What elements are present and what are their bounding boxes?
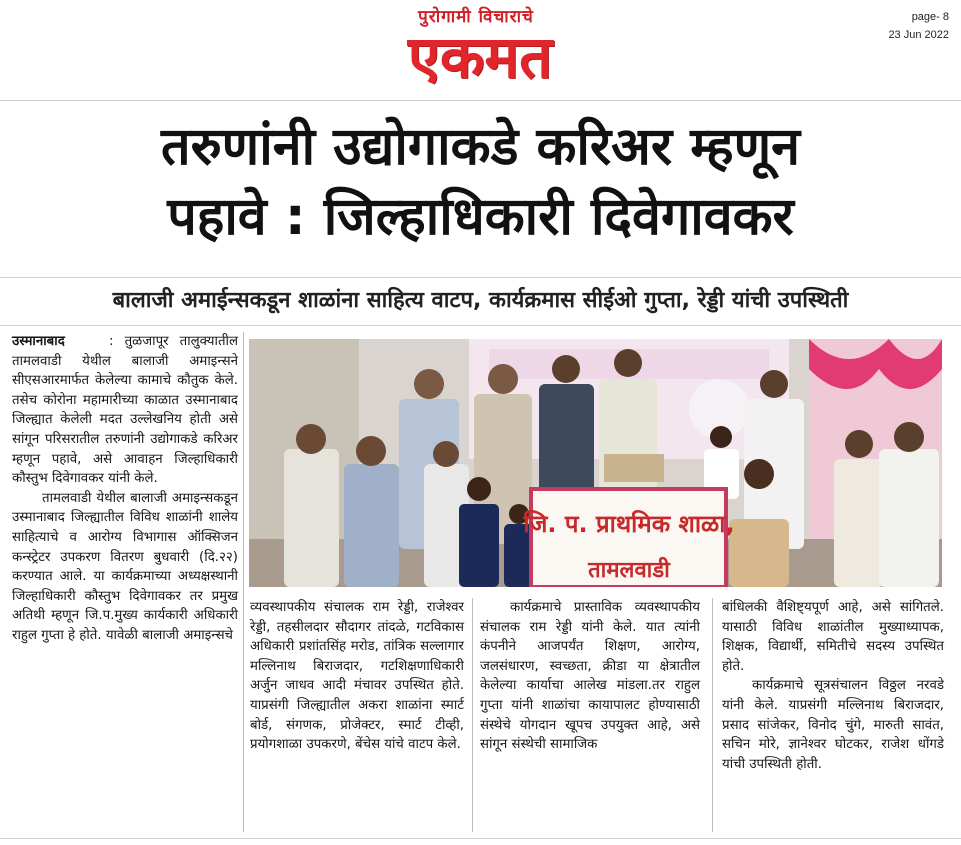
column-divider — [243, 332, 244, 832]
column-divider — [472, 598, 473, 832]
column-divider — [712, 598, 713, 832]
event-photo-image — [249, 339, 942, 587]
bottom-rule — [0, 838, 961, 839]
article-photo — [249, 339, 942, 587]
photo-banner-text-2: तामलवाडी — [588, 558, 670, 583]
article-headline — [0, 112, 961, 252]
photo-banner-text: जि. प. प्राथमिक शाळा, — [523, 510, 735, 538]
newspaper-logo: एकमत — [407, 23, 553, 91]
column-3-paragraph: कार्यक्रमाचे प्रास्ताविक व्यवस्थापकीय संचालक राम रेड्डी यांनी केले. यात त्यांनी कंपनीने आजपर्यंत शिक्षण, आरोग्य, जलसंधारण, स्वच्छता, क्रीडा या क्षेत्रातील केलेल्या कार्याचा आलेख मांडला.तर राहुल गुप्ता यांनी शाळांचा कायापालट होण्यासाठी संस्थेचे योगदान खूपच उपयुक्त आहे, असे सांगून संस्थेची सामाजिक — [480, 600, 700, 753]
subhead-divider — [0, 325, 961, 326]
masthead-tagline: पुरोगामी विचाराचे — [418, 7, 534, 27]
issue-date: 23 Jun 2022 — [888, 29, 949, 41]
article-subhead: बालाजी अमाईन्सकडून शाळांना साहित्य वाटप, कार्यक्रमास सीईओ गुप्ता, रेड्डी यांची उपस्थिती — [112, 288, 849, 313]
page-number: page- 8 — [911, 11, 949, 23]
headline-line-2: पहावे : जिल्हाधिकारी दिवेगावकर — [167, 187, 794, 247]
article-column-4 — [722, 598, 944, 774]
masthead — [0, 0, 961, 100]
article-column-3 — [480, 598, 700, 755]
column-2-paragraph: व्यवस्थापकीय संचालक राम रेड्डी, राजेश्वर रेड्डी, तहसीलदार सौदागर तांदळे, गटविकास अधिकारी प्रशांतसिंह मरोड, तांत्रिक सल्लागार मल्लिनाथ बिराजदार, गटशिक्षणाधिकारी अर्जुन जाधव आदी मंचावर उपस्थित होते. याप्रसंगी जिल्ह्यातील अकरा शाळांना स्मार्ट बोर्ड, संगणक, प्रोजेक्टर, स्मार्ट टीव्ही, प्रयोगशाळा उपकरणे, बेंचेस यांचे वाटप केले. — [250, 600, 464, 753]
column-1-paragraph-2: तामलवाडी येथील बालाजी अमाइन्सकडून उस्मानाबाद जिल्ह्यातील विविध शाळांनी शालेय साहित्याचे व आरोग्य विभागास ऑक्सिजन कन्स्ट्रेटर उपकरण वितरण बुधवारी (दि.२२) करण्यात आले. या कार्यक्रमाच्या अध्यक्षस्थानी जिल्हाधिकारी कौस्तुभ दिवेगावकर तर प्रमुख अतिथी म्हणून जि.प.मुख्य कार्यकारी अधिकारी राहुल गुप्ता हे होते. यावेळी बालाजी अमाइन्सचे — [12, 490, 238, 643]
headline-line-1: तरुणांनी उद्योगाकडे करिअर म्हणून — [160, 117, 801, 177]
headline-divider — [0, 277, 961, 278]
article-column-1 — [12, 332, 238, 646]
article-column-2 — [250, 598, 464, 755]
dateline: उस्मानाबाद — [12, 334, 65, 349]
column-4-paragraph-1: बांधिलकी वैशिष्ट्यपूर्ण आहे, असे सांगितले. यासाठी विविध शाळांतील मुख्याध्यापक, शिक्षक, विद्यार्थी, समितीचे सदस्य उपस्थित होते. — [722, 600, 944, 674]
masthead-divider — [0, 100, 961, 101]
column-1-paragraph-1: : तुळजापूर तालुक्यातील तामलवाडी येथील बालाजी अमाइन्सने सीएसआरमार्फत केलेल्या कामाचे कौतुक केले. तसेच कोरोना महामारीच्या काळात उस्मानाबाद जिल्ह्यात केलेली मदत उल्लेखनिय होती असे सांगून परिसरातील तरुणांनी उद्योगाकडे करिअर म्हणून पहावे, असे आवाहन जिल्हाधिकारी कौस्तुभ दिवेगावकर यांनी केले. — [12, 334, 238, 487]
page-info — [888, 8, 949, 44]
column-4-paragraph-2: कार्यक्रमाचे सूत्रसंचालन विठ्ठल नरवडे यांनी केले. याप्रसंगी मल्लिनाथ बिराजदार, प्रसाद सांजेकर, विनोद चुंगे, मारुती सावंत, सचिन मोरे, ज्ञानेश्वर घोटकर, राजेश धोंगडे यांची उपस्थिती होती. — [722, 678, 944, 772]
